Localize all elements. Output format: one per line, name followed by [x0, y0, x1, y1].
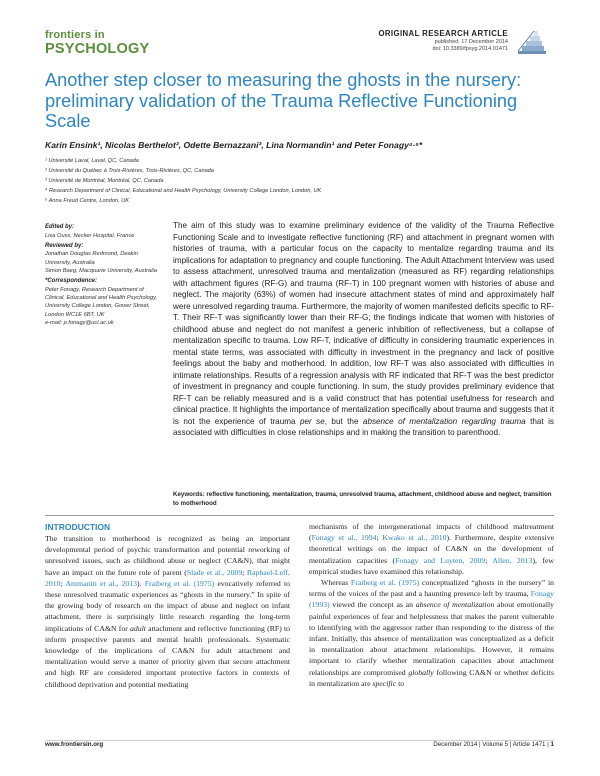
correspondence-address: Peter Fonagy, Research Department of Clinical, Educational and Health Psychology, University College London, Gower Street, London WC1E 6BT, UK: [45, 286, 158, 318]
abstract-emphasis: per se: [299, 416, 325, 426]
citation-link[interactable]: Fonagy et al., 1994: [311, 533, 377, 543]
citation-link[interactable]: Fraiberg et al. (1975): [350, 578, 420, 588]
body-text: ).: [136, 578, 145, 588]
edited-by-heading: Edited by:: [45, 224, 75, 230]
footer-issue-info: [433, 741, 554, 748]
editorial-sidebar: [45, 221, 163, 327]
body-emphasis: specific: [372, 678, 397, 688]
citation-link[interactable]: Slade et al., 2009: [186, 567, 243, 577]
body-text: ;: [242, 567, 247, 577]
abstract-text: The aim of this study was to examine preliminary evidence of the validity of the Trauma Reflective Functioning Scale and to investigate reflective functioning (RF) and attachment in pregnant women with histories of trauma, with a particular focus on the capacity to mentalize regarding trauma and its implications for adaptation to pregnancy and couple functioning. The Adult Attachment Interview was used to assess attachment, unresolved trauma and mentalization (measured as RF) regarding relationships with attachment figures (RF-G) and trauma (RF-T) in 100 pregnant women with histories of abuse and neglect. The majority (63%) of women had insecure attachment states of mind and approximately half were unresolved regarding trauma. Furthermore, the majority of women manifested deficits specific to RF-T. Their RF-T was significantly lower than their RF-G; the findings indicate that women with histories of childhood abuse and neglect do not manifest a generic inhibition of reflectiveness, but a collapse of mentalization specific to trauma. Low RF-T, indicative of difficulty in considering traumatic experiences in mental state terms, was associated with difficulty in investment in the pregnancy and lack of positive feelings about the baby and motherhood. In addition, low RF-T was also associated with difficulties in intimate relationships. Results of a regression analysis with RF indicated that RF-T was the best predictor of investment in pregnancy and couple functioning. In sum, the study provides preliminary evidence that RF-T can be reliably measured and is a valid construct that has potential usefulness for research and clinical practice. It highlights the importance of mentalization specifically about trauma and suggests that it is not the experience of trauma: [173, 221, 554, 426]
reviewer-name: Jonathan Douglas Redmond, Deakin University, Australia: [45, 251, 138, 266]
issue-info: December 2014 | Volume 5 | Article 1471 |: [433, 741, 549, 748]
citation-link[interactable]: Fraiberg et al. (1975): [144, 578, 215, 588]
journal-logo-line2: PSYCHOLOGY: [45, 41, 150, 57]
citation-link[interactable]: Fonagy and Luyten, 2009: [395, 555, 486, 565]
affiliation-list: [45, 157, 321, 207]
abstract-emphasis: absence of mentalization regarding trauma: [362, 416, 526, 426]
body-column-left: [45, 521, 290, 690]
citation-link[interactable]: Kwako et al., 2010: [382, 533, 447, 543]
body-emphasis: adult: [130, 623, 146, 633]
body-text: following CA&N or whether deficits in mentalization are: [309, 667, 554, 688]
body-text: ). Furthermore, despite extensive theoretical writings on the impact of CA&N on the development of mentalization capacities (: [309, 533, 555, 565]
abstract-text: that is associated with difficulties in close relationships and in making the transition to parenthood.: [173, 416, 554, 438]
keywords: Keywords: reflective functioning, mentalization, trauma, unresolved trauma, attachment, childhood abuse and neglect, transition to motherhood: [173, 491, 552, 507]
body-paragraph: [309, 577, 554, 689]
citation-link[interactable]: Ammaniti et al., 2013: [65, 578, 137, 588]
body-text: viewed the concept as an: [329, 600, 416, 610]
body-text: ;: [60, 578, 66, 588]
body-column-right: [309, 521, 554, 689]
abstract: [173, 220, 554, 439]
affiliation-item: ³ Université de Montréal, Montréal, QC, Canada: [45, 177, 164, 184]
citation-link[interactable]: Fonagy (1993): [309, 589, 554, 610]
author-list: Karin Ensink¹, Nicolas Berthelot², Odette Bernazzani³, Lina Normandin¹ and Peter Fonagy⁴·⁵*: [45, 140, 423, 150]
body-paragraph: [45, 533, 290, 690]
correspondence-email[interactable]: e-mail: p.fonagy@ucl.ac.uk: [45, 319, 114, 326]
body-text: attachment and reflective functioning (RF) to inform prospective parents and mental health professionals. Systematic knowledge of the implications of CA&N for adult attachment and mentalization would serve a matter of priority given that secure attachment and high RF are considered important protective factors in contexts of childhood deprivation and potential mediating: [45, 623, 291, 689]
body-text: evocatively referred to these unresolved traumatic experiences as “ghosts in the nursery.” In spite of the growing body of research on the impact of abuse and neglect on infant attachment, there is surprisingly little research regarding the long-term implications of CA&N for: [45, 578, 290, 633]
citation-link[interactable]: Allen, 2013: [492, 555, 533, 565]
article-title: Another step closer to measuring the ghosts in the nursery: preliminary validation of the Trauma Reflective Functioning Scale: [45, 70, 522, 131]
body-text: The transition to motherhood is recognized as being an important developmental period of psychic transformation and potential reworking of unresolved issues, such as childhood abuse or neglect (CA&N), that might have an impact on the future role of parent (: [45, 534, 290, 577]
article-meta: [378, 29, 508, 52]
published-date: published: 17 December 2014: [434, 38, 508, 45]
body-emphasis: absence of mentalization: [415, 600, 495, 610]
reviewer-name: Simon Baeg, Macquarie University, Australia: [45, 267, 157, 274]
body-paragraph: [309, 521, 554, 577]
body-text: ;: [485, 555, 493, 565]
crossmark-stairs-icon[interactable]: [516, 29, 550, 55]
body-text: conceptualized “ghosts in the nursery” in terms of the voices of the past and a haunting presence left by trauma,: [309, 578, 555, 599]
journal-logo-line1: frontiers in: [45, 29, 105, 41]
body-text: ), few empirical studies have examined this relationship.: [309, 555, 554, 576]
journal-website-link[interactable]: www.frontiersin.org: [45, 741, 104, 748]
journal-logo[interactable]: [45, 30, 149, 57]
affiliation-item: ⁵ Anna Freud Centre, London, UK: [45, 197, 129, 204]
doi[interactable]: doi: 10.3389/fpsyg.2014.01471: [432, 45, 508, 52]
page-number: 1: [550, 741, 554, 748]
body-text: Whereas: [321, 578, 351, 588]
introduction-heading: INTRODUCTION: [45, 522, 111, 532]
abstract-text: , but the: [324, 416, 363, 426]
body-text: mechanisms of the intergenerational impacts of childhood maltreatment (: [309, 522, 554, 543]
correspondence-heading: *Correspondence:: [45, 278, 98, 285]
editor-name: Lisa Ouss, Necker Hospital, France: [45, 232, 135, 239]
affiliation-item: ¹ Université Laval, Laval, QC, Canada: [45, 158, 139, 164]
body-emphasis: globally: [408, 667, 434, 677]
reviewed-by-heading: Reviewed by:: [45, 242, 84, 249]
body-text: about emotionally painful experiences of fear and helplessness that makes the parent vulnerable to identifying with the aggressor rather than responding to the distress of the infant. Initially, this absence of mentalization was conceptualized as a deficit in mentalization about attachment relationships. However, it remains important to clarify whether mentalization capacities about attachment relationships are compromised: [309, 600, 555, 677]
affiliation-item: ⁴ Research Department of Clinical, Educational and Health Psychology, University College London, London, UK: [45, 187, 322, 194]
citation-link[interactable]: Raphael-Leff, 2010: [45, 567, 290, 588]
affiliation-item: ² Université du Québec à Trois-Rivières, Trois-Rivières, QC, Canada: [45, 167, 214, 174]
article-type: ORIGINAL RESEARCH ARTICLE: [378, 29, 508, 38]
section-divider: [45, 515, 554, 516]
body-text: to: [396, 678, 405, 688]
body-text: ;: [376, 533, 383, 543]
